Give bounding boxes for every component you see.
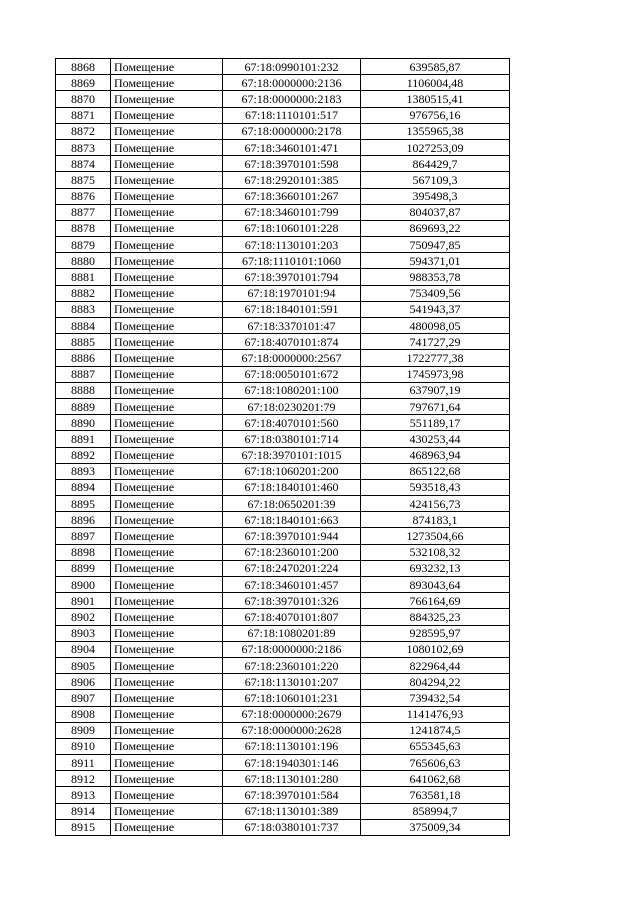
row-number-cell: 8910 xyxy=(56,738,111,754)
cadastral-number-cell: 67:18:0000000:2136 xyxy=(223,75,361,91)
cadastral-number-cell: 67:18:3460101:471 xyxy=(223,139,361,155)
table-row xyxy=(56,269,510,285)
row-number-cell: 8880 xyxy=(56,253,111,269)
row-number-cell: 8892 xyxy=(56,447,111,463)
object-type-cell: Помещение xyxy=(111,204,223,220)
cadastral-value-cell: 655345,63 xyxy=(361,738,510,754)
cadastral-value-cell: 804037,87 xyxy=(361,204,510,220)
row-number-cell: 8898 xyxy=(56,544,111,560)
table-row xyxy=(56,544,510,560)
object-type-cell: Помещение xyxy=(111,75,223,91)
object-type-cell: Помещение xyxy=(111,220,223,236)
row-number-cell: 8912 xyxy=(56,771,111,787)
row-number-cell: 8915 xyxy=(56,819,111,835)
table-row xyxy=(56,431,510,447)
table-row xyxy=(56,787,510,803)
row-number-cell: 8870 xyxy=(56,91,111,107)
cadastral-value-cell: 1141476,93 xyxy=(361,706,510,722)
object-type-cell: Помещение xyxy=(111,366,223,382)
object-type-cell: Помещение xyxy=(111,528,223,544)
object-type-cell: Помещение xyxy=(111,625,223,641)
cadastral-number-cell: 67:18:3970101:584 xyxy=(223,787,361,803)
cadastral-number-cell: 67:18:2470201:224 xyxy=(223,560,361,576)
row-number-cell: 8882 xyxy=(56,285,111,301)
cadastral-value-cell: 988353,78 xyxy=(361,269,510,285)
object-type-cell: Помещение xyxy=(111,253,223,269)
object-type-cell: Помещение xyxy=(111,91,223,107)
cadastral-value-cell: 858994,7 xyxy=(361,803,510,819)
table-row xyxy=(56,625,510,641)
object-type-cell: Помещение xyxy=(111,787,223,803)
cadastral-number-cell: 67:18:0000000:2183 xyxy=(223,91,361,107)
cadastral-number-cell: 67:18:3660101:267 xyxy=(223,188,361,204)
object-type-cell: Помещение xyxy=(111,609,223,625)
cadastral-number-cell: 67:18:1130101:207 xyxy=(223,674,361,690)
cadastral-value-cell: 1355965,38 xyxy=(361,123,510,139)
object-type-cell: Помещение xyxy=(111,722,223,738)
cadastral-number-cell: 67:18:1130101:196 xyxy=(223,738,361,754)
object-type-cell: Помещение xyxy=(111,269,223,285)
cadastral-value-cell: 741727,29 xyxy=(361,334,510,350)
object-type-cell: Помещение xyxy=(111,188,223,204)
cadastral-number-cell: 67:18:0000000:2567 xyxy=(223,350,361,366)
cadastral-value-cell: 480098,05 xyxy=(361,318,510,334)
table-row xyxy=(56,398,510,414)
cadastral-number-cell: 67:18:1060101:228 xyxy=(223,220,361,236)
row-number-cell: 8914 xyxy=(56,803,111,819)
cadastral-value-cell: 822964,44 xyxy=(361,657,510,673)
table-row xyxy=(56,463,510,479)
cadastral-value-cell: 1722777,38 xyxy=(361,350,510,366)
cadastral-value-cell: 594371,01 xyxy=(361,253,510,269)
row-number-cell: 8906 xyxy=(56,674,111,690)
registry-table xyxy=(55,58,510,836)
cadastral-value-cell: 1380515,41 xyxy=(361,91,510,107)
object-type-cell: Помещение xyxy=(111,123,223,139)
table-row xyxy=(56,803,510,819)
object-type-cell: Помещение xyxy=(111,156,223,172)
cadastral-number-cell: 67:18:1060101:231 xyxy=(223,690,361,706)
row-number-cell: 8878 xyxy=(56,220,111,236)
table-row xyxy=(56,123,510,139)
table-row xyxy=(56,204,510,220)
table-row xyxy=(56,350,510,366)
cadastral-value-cell: 541943,37 xyxy=(361,301,510,317)
object-type-cell: Помещение xyxy=(111,738,223,754)
object-type-cell: Помещение xyxy=(111,819,223,835)
cadastral-value-cell: 593518,43 xyxy=(361,479,510,495)
table-row xyxy=(56,609,510,625)
row-number-cell: 8899 xyxy=(56,560,111,576)
table-row xyxy=(56,819,510,835)
table-row xyxy=(56,188,510,204)
cadastral-value-cell: 804294,22 xyxy=(361,674,510,690)
cadastral-value-cell: 1080102,69 xyxy=(361,641,510,657)
row-number-cell: 8871 xyxy=(56,107,111,123)
table-row xyxy=(56,560,510,576)
table-row xyxy=(56,301,510,317)
cadastral-number-cell: 67:18:3370101:47 xyxy=(223,318,361,334)
table-row xyxy=(56,447,510,463)
row-number-cell: 8875 xyxy=(56,172,111,188)
table-row xyxy=(56,220,510,236)
object-type-cell: Помещение xyxy=(111,139,223,155)
cadastral-value-cell: 637907,19 xyxy=(361,382,510,398)
object-type-cell: Помещение xyxy=(111,415,223,431)
row-number-cell: 8887 xyxy=(56,366,111,382)
row-number-cell: 8907 xyxy=(56,690,111,706)
cadastral-value-cell: 639585,87 xyxy=(361,59,510,75)
object-type-cell: Помещение xyxy=(111,59,223,75)
cadastral-value-cell: 797671,64 xyxy=(361,398,510,414)
cadastral-number-cell: 67:18:3970101:598 xyxy=(223,156,361,172)
table-row xyxy=(56,512,510,528)
cadastral-number-cell: 67:18:1130101:389 xyxy=(223,803,361,819)
cadastral-value-cell: 395498,3 xyxy=(361,188,510,204)
row-number-cell: 8883 xyxy=(56,301,111,317)
table-row xyxy=(56,75,510,91)
row-number-cell: 8876 xyxy=(56,188,111,204)
table-row xyxy=(56,690,510,706)
row-number-cell: 8888 xyxy=(56,382,111,398)
cadastral-value-cell: 424156,73 xyxy=(361,496,510,512)
cadastral-value-cell: 763581,18 xyxy=(361,787,510,803)
row-number-cell: 8893 xyxy=(56,463,111,479)
table-row xyxy=(56,755,510,771)
object-type-cell: Помещение xyxy=(111,496,223,512)
cadastral-value-cell: 1273504,66 xyxy=(361,528,510,544)
cadastral-number-cell: 67:18:1080201:100 xyxy=(223,382,361,398)
cadastral-number-cell: 67:18:2920101:385 xyxy=(223,172,361,188)
row-number-cell: 8902 xyxy=(56,609,111,625)
cadastral-number-cell: 67:18:0000000:2178 xyxy=(223,123,361,139)
object-type-cell: Помещение xyxy=(111,479,223,495)
table-row xyxy=(56,156,510,172)
cadastral-number-cell: 67:18:3460101:457 xyxy=(223,577,361,593)
row-number-cell: 8874 xyxy=(56,156,111,172)
table-row xyxy=(56,641,510,657)
object-type-cell: Помещение xyxy=(111,398,223,414)
cadastral-number-cell: 67:18:0000000:2679 xyxy=(223,706,361,722)
cadastral-number-cell: 67:18:3970101:1015 xyxy=(223,447,361,463)
object-type-cell: Помещение xyxy=(111,431,223,447)
table-row xyxy=(56,593,510,609)
cadastral-number-cell: 67:18:3970101:794 xyxy=(223,269,361,285)
cadastral-number-cell: 67:18:1840101:591 xyxy=(223,301,361,317)
row-number-cell: 8891 xyxy=(56,431,111,447)
row-number-cell: 8905 xyxy=(56,657,111,673)
cadastral-value-cell: 884325,23 xyxy=(361,609,510,625)
row-number-cell: 8881 xyxy=(56,269,111,285)
table-row xyxy=(56,334,510,350)
cadastral-value-cell: 641062,68 xyxy=(361,771,510,787)
cadastral-number-cell: 67:18:3460101:799 xyxy=(223,204,361,220)
cadastral-number-cell: 67:18:2360101:200 xyxy=(223,544,361,560)
table-row xyxy=(56,318,510,334)
cadastral-value-cell: 766164,69 xyxy=(361,593,510,609)
row-number-cell: 8872 xyxy=(56,123,111,139)
cadastral-number-cell: 67:18:1060201:200 xyxy=(223,463,361,479)
table-row xyxy=(56,528,510,544)
object-type-cell: Помещение xyxy=(111,755,223,771)
row-number-cell: 8896 xyxy=(56,512,111,528)
row-number-cell: 8873 xyxy=(56,139,111,155)
row-number-cell: 8889 xyxy=(56,398,111,414)
cadastral-value-cell: 865122,68 xyxy=(361,463,510,479)
object-type-cell: Помещение xyxy=(111,172,223,188)
table-row xyxy=(56,771,510,787)
cadastral-value-cell: 532108,32 xyxy=(361,544,510,560)
cadastral-value-cell: 375009,34 xyxy=(361,819,510,835)
cadastral-value-cell: 750947,85 xyxy=(361,237,510,253)
object-type-cell: Помещение xyxy=(111,301,223,317)
cadastral-number-cell: 67:18:1110101:517 xyxy=(223,107,361,123)
object-type-cell: Помещение xyxy=(111,657,223,673)
table-row xyxy=(56,722,510,738)
cadastral-value-cell: 551189,17 xyxy=(361,415,510,431)
row-number-cell: 8897 xyxy=(56,528,111,544)
row-number-cell: 8879 xyxy=(56,237,111,253)
row-number-cell: 8904 xyxy=(56,641,111,657)
object-type-cell: Помещение xyxy=(111,577,223,593)
cadastral-value-cell: 567109,3 xyxy=(361,172,510,188)
cadastral-value-cell: 1106004,48 xyxy=(361,75,510,91)
table-row xyxy=(56,415,510,431)
table-row xyxy=(56,706,510,722)
cadastral-number-cell: 67:18:4070101:874 xyxy=(223,334,361,350)
row-number-cell: 8885 xyxy=(56,334,111,350)
row-number-cell: 8895 xyxy=(56,496,111,512)
row-number-cell: 8913 xyxy=(56,787,111,803)
cadastral-number-cell: 67:18:1130101:280 xyxy=(223,771,361,787)
row-number-cell: 8869 xyxy=(56,75,111,91)
object-type-cell: Помещение xyxy=(111,350,223,366)
row-number-cell: 8868 xyxy=(56,59,111,75)
object-type-cell: Помещение xyxy=(111,463,223,479)
object-type-cell: Помещение xyxy=(111,512,223,528)
cadastral-number-cell: 67:18:4070101:807 xyxy=(223,609,361,625)
table-row xyxy=(56,107,510,123)
cadastral-number-cell: 67:18:0230201:79 xyxy=(223,398,361,414)
cadastral-value-cell: 864429,7 xyxy=(361,156,510,172)
cadastral-number-cell: 67:18:0380101:714 xyxy=(223,431,361,447)
cadastral-value-cell: 1027253,09 xyxy=(361,139,510,155)
cadastral-number-cell: 67:18:0380101:737 xyxy=(223,819,361,835)
cadastral-value-cell: 765606,63 xyxy=(361,755,510,771)
object-type-cell: Помещение xyxy=(111,803,223,819)
table-row xyxy=(56,479,510,495)
cadastral-number-cell: 67:18:0990101:232 xyxy=(223,59,361,75)
row-number-cell: 8903 xyxy=(56,625,111,641)
table-row xyxy=(56,657,510,673)
table-row xyxy=(56,738,510,754)
cadastral-value-cell: 693232,13 xyxy=(361,560,510,576)
cadastral-value-cell: 430253,44 xyxy=(361,431,510,447)
object-type-cell: Помещение xyxy=(111,674,223,690)
cadastral-value-cell: 1745973,98 xyxy=(361,366,510,382)
cadastral-number-cell: 67:18:1940301:146 xyxy=(223,755,361,771)
object-type-cell: Помещение xyxy=(111,237,223,253)
object-type-cell: Помещение xyxy=(111,382,223,398)
table-row xyxy=(56,139,510,155)
object-type-cell: Помещение xyxy=(111,641,223,657)
object-type-cell: Помещение xyxy=(111,447,223,463)
cadastral-number-cell: 67:18:1110101:1060 xyxy=(223,253,361,269)
cadastral-value-cell: 874183,1 xyxy=(361,512,510,528)
cadastral-number-cell: 67:18:4070101:560 xyxy=(223,415,361,431)
cadastral-number-cell: 67:18:0000000:2186 xyxy=(223,641,361,657)
table-row xyxy=(56,237,510,253)
table-row xyxy=(56,59,510,75)
object-type-cell: Помещение xyxy=(111,544,223,560)
cadastral-value-cell: 869693,22 xyxy=(361,220,510,236)
table-row xyxy=(56,172,510,188)
object-type-cell: Помещение xyxy=(111,285,223,301)
row-number-cell: 8894 xyxy=(56,479,111,495)
cadastral-number-cell: 67:18:1840101:663 xyxy=(223,512,361,528)
row-number-cell: 8884 xyxy=(56,318,111,334)
object-type-cell: Помещение xyxy=(111,107,223,123)
object-type-cell: Помещение xyxy=(111,593,223,609)
cadastral-value-cell: 468963,94 xyxy=(361,447,510,463)
table-row xyxy=(56,382,510,398)
cadastral-value-cell: 928595,97 xyxy=(361,625,510,641)
cadastral-number-cell: 67:18:3970101:326 xyxy=(223,593,361,609)
row-number-cell: 8901 xyxy=(56,593,111,609)
table-row xyxy=(56,577,510,593)
object-type-cell: Помещение xyxy=(111,560,223,576)
row-number-cell: 8886 xyxy=(56,350,111,366)
object-type-cell: Помещение xyxy=(111,318,223,334)
row-number-cell: 8909 xyxy=(56,722,111,738)
object-type-cell: Помещение xyxy=(111,690,223,706)
cadastral-number-cell: 67:18:3970101:944 xyxy=(223,528,361,544)
row-number-cell: 8911 xyxy=(56,755,111,771)
object-type-cell: Помещение xyxy=(111,771,223,787)
cadastral-number-cell: 67:18:0650201:39 xyxy=(223,496,361,512)
row-number-cell: 8877 xyxy=(56,204,111,220)
table-row xyxy=(56,674,510,690)
cadastral-number-cell: 67:18:1130101:203 xyxy=(223,237,361,253)
row-number-cell: 8900 xyxy=(56,577,111,593)
cadastral-number-cell: 67:18:0050101:672 xyxy=(223,366,361,382)
cadastral-value-cell: 976756,16 xyxy=(361,107,510,123)
table-row xyxy=(56,285,510,301)
row-number-cell: 8908 xyxy=(56,706,111,722)
cadastral-value-cell: 893043,64 xyxy=(361,577,510,593)
table-row xyxy=(56,91,510,107)
table-row xyxy=(56,366,510,382)
cadastral-number-cell: 67:18:2360101:220 xyxy=(223,657,361,673)
table-row xyxy=(56,496,510,512)
object-type-cell: Помещение xyxy=(111,706,223,722)
cadastral-number-cell: 67:18:0000000:2628 xyxy=(223,722,361,738)
row-number-cell: 8890 xyxy=(56,415,111,431)
registry-table-body xyxy=(56,59,510,836)
cadastral-number-cell: 67:18:1080201:89 xyxy=(223,625,361,641)
table-row xyxy=(56,253,510,269)
cadastral-value-cell: 1241874,5 xyxy=(361,722,510,738)
object-type-cell: Помещение xyxy=(111,334,223,350)
cadastral-value-cell: 753409,56 xyxy=(361,285,510,301)
cadastral-number-cell: 67:18:1970101:94 xyxy=(223,285,361,301)
cadastral-number-cell: 67:18:1840101:460 xyxy=(223,479,361,495)
cadastral-value-cell: 739432,54 xyxy=(361,690,510,706)
